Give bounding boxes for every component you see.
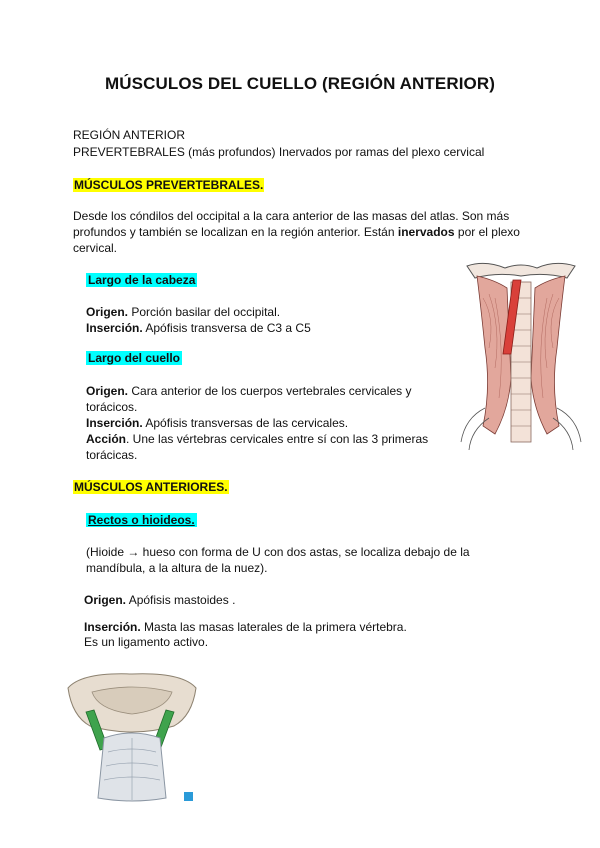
action-line: [86, 431, 428, 447]
muscle-name: Largo del cuello: [88, 351, 181, 365]
section-heading-text: MÚSCULOS PREVERTEBRALES.: [74, 178, 264, 192]
publisher-logo-icon: [184, 792, 193, 801]
subheading-text: Rectos o hioideos.: [88, 513, 195, 527]
origin-line: [86, 383, 411, 399]
muscle-name: Largo de la cabeza: [88, 273, 196, 287]
hyoid-muscles-illustration: [62, 668, 202, 804]
subheading-rectos: [86, 512, 197, 528]
origin-label: Origen.: [84, 593, 127, 607]
hioide-note-2: mandíbula, a la altura de la nuez).: [86, 561, 268, 575]
origin-label: Origen.: [86, 384, 129, 398]
section-heading-anteriores: [73, 479, 229, 495]
insertion-text: Masta las masas laterales de la primera vértebra.: [140, 620, 407, 634]
intro-prevertebrales: PREVERTEBRALES (más profundos) Inervados por ramas del plexo cervical: [73, 145, 485, 159]
origin-continuation: torácicos.: [86, 400, 138, 414]
muscle-heading-largo-cabeza: [86, 272, 197, 288]
section-heading-prevertebrales: [73, 177, 264, 193]
intro-region: REGIÓN ANTERIOR: [73, 128, 186, 142]
prevertebral-muscles-illustration: [455, 258, 587, 454]
muscle-heading-largo-cuello: [86, 350, 182, 366]
action-text: . Une las vértebras cervicales entre sí con las 3 primeras: [126, 432, 429, 446]
section-heading-text: MÚSCULOS ANTERIORES.: [74, 480, 228, 494]
insertion-text: Apófisis transversas de las cervicales.: [142, 416, 349, 430]
description-text-1: Desde los cóndilos del occipital a la cara anterior de las masas del atlas. Son más profundos y también se localizan en la región anterior. Están: [73, 209, 510, 239]
insertion-label: Inserción.: [84, 620, 141, 634]
action-continuation: torácicas.: [86, 448, 138, 462]
prevertebrales-description: [73, 208, 533, 256]
origin-line: [84, 592, 235, 608]
document-title: MÚSCULOS DEL CUELLO (REGIÓN ANTERIOR): [105, 74, 495, 93]
insertion-line: [86, 320, 311, 336]
insertion-label: Inserción.: [86, 416, 143, 430]
ligament-note: Es un ligamento activo.: [84, 635, 209, 649]
insertion-text: Apófisis transversa de C3 a C5: [142, 321, 311, 335]
insertion-line: [84, 619, 407, 635]
action-label: Acción: [86, 432, 127, 446]
description-text-2: por el plexo cervical.: [73, 225, 520, 255]
insertion-label: Inserción.: [86, 321, 143, 335]
origin-text: Apófisis mastoides .: [126, 593, 236, 607]
origin-label: Origen.: [86, 305, 129, 319]
insertion-line: [86, 415, 348, 431]
origin-text: Porción basilar del occipital.: [128, 305, 281, 319]
origin-line: [86, 304, 280, 320]
origin-text: Cara anterior de los cuerpos vertebrales cervicales y: [128, 384, 412, 398]
hioide-note-1: (Hioide → hueso con forma de U con dos astas, se localiza debajo de la: [86, 545, 470, 559]
description-bold: inervados: [397, 225, 455, 239]
